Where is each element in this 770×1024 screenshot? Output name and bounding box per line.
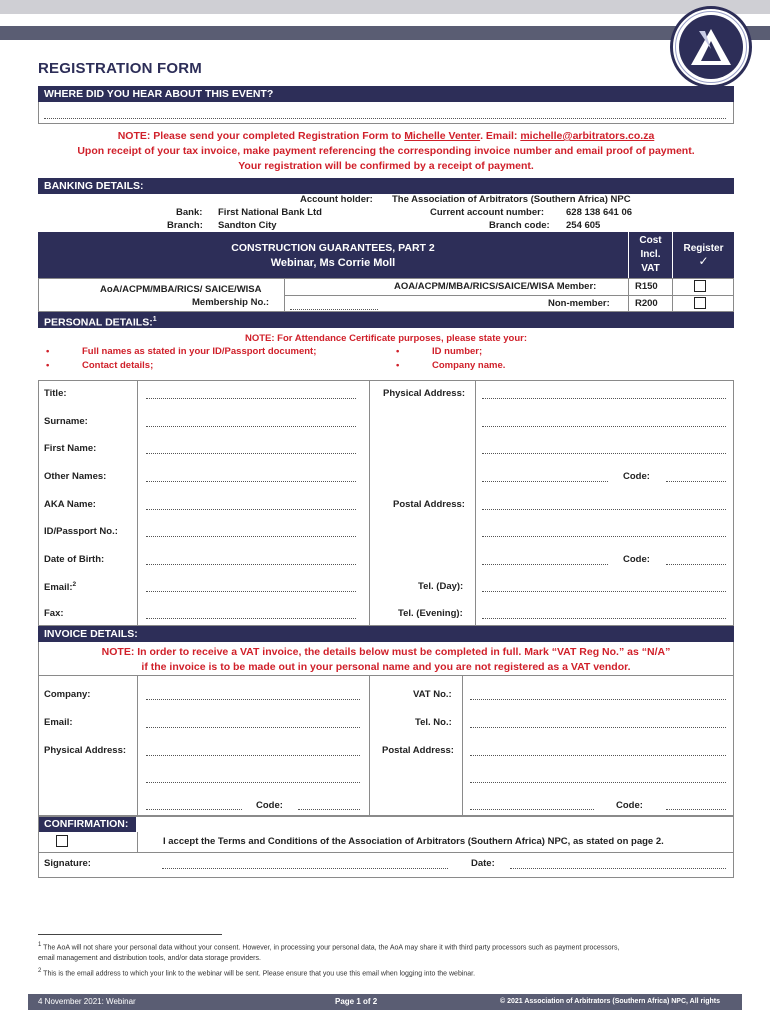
bullet-company: Company name. xyxy=(432,360,506,371)
physical-address-label: Physical Address: xyxy=(383,388,466,399)
register-header: Register ✓ xyxy=(672,232,734,278)
invoice-physical-label: Physical Address: xyxy=(44,745,127,756)
invoice-heading: INVOICE DETAILS: xyxy=(38,626,734,642)
banking-heading: BANKING DETAILS: xyxy=(38,178,734,194)
invoice-postal-input-3[interactable] xyxy=(470,809,594,810)
footer-copyright: © 2021 Association of Arbitrators (Southern Africa) NPC, All rights reserved xyxy=(500,998,720,1021)
invoice-physical-input-1[interactable] xyxy=(146,755,360,756)
physical-address-input-3[interactable] xyxy=(482,453,726,454)
nonmember-label: Non-member: xyxy=(548,298,610,309)
top-decor-bar-dark xyxy=(0,26,770,40)
invoice-physical-input-2[interactable] xyxy=(146,782,360,783)
bullet-contact: Contact details; xyxy=(82,360,154,371)
physical-address-input-4[interactable] xyxy=(482,481,608,482)
invoice-vat-input[interactable] xyxy=(470,699,726,700)
event-subtitle: Webinar, Ms Corrie Moll xyxy=(270,257,396,269)
dob-input[interactable] xyxy=(146,564,356,565)
tel-evening-label: Tel. (Evening): xyxy=(398,608,463,619)
first-name-input[interactable] xyxy=(146,453,356,454)
submission-note-line1: NOTE: Please send your completed Registration Form to Michelle Venter. Email: michelle@arbitrators.co.za xyxy=(117,130,655,142)
invoice-vat-label: VAT No.: xyxy=(413,689,452,700)
tel-day-label: Tel. (Day): xyxy=(418,581,464,592)
confirmation-heading: CONFIRMATION: xyxy=(38,816,136,832)
surname-label: Surname: xyxy=(44,416,88,427)
current-account-label: Current account number: xyxy=(430,207,545,218)
accept-terms-text: I accept the Terms and Conditions of the Association of Arbitrators (Southern Africa) NPC, as stated on page 2. xyxy=(163,836,664,847)
where-heard-input[interactable] xyxy=(44,118,726,119)
bank-label: Bank: xyxy=(176,207,203,218)
member-label: AOA/ACPM/MBA/RICS/SAICE/WISA Member: xyxy=(394,281,597,292)
invoice-code-right-input[interactable] xyxy=(666,809,726,810)
page-title: REGISTRATION FORM xyxy=(38,60,202,77)
where-heard-box xyxy=(38,102,734,124)
email-label: Email:$^2$ xyxy=(44,581,77,594)
branch-label: Branch: xyxy=(167,220,203,231)
accept-terms-checkbox[interactable] xyxy=(56,835,68,847)
tel-evening-input[interactable] xyxy=(482,618,726,619)
aka-name-label: AKA Name: xyxy=(44,499,96,510)
branch-value: Sandton City xyxy=(218,220,277,231)
event-title: CONSTRUCTION GUARANTEES, PART 2 xyxy=(231,242,435,254)
fax-label: Fax: xyxy=(44,608,64,619)
aka-name-input[interactable] xyxy=(146,509,356,510)
invoice-note-line1: NOTE: In order to receive a VAT invoice, the details below must be completed in full. Mark “VAT Reg No.” as “N/A” xyxy=(101,646,671,658)
account-holder-label: Account holder: xyxy=(300,194,373,205)
submission-note-line2: Upon receipt of your tax invoice, make payment referencing the corresponding invoice number and email proof of payment. xyxy=(77,145,695,157)
id-passport-input[interactable] xyxy=(146,536,356,537)
fax-input[interactable] xyxy=(146,618,356,619)
postal-code-input[interactable] xyxy=(666,564,726,565)
id-passport-label: ID/Passport No.: xyxy=(44,526,118,537)
physical-address-input-2[interactable] xyxy=(482,426,726,427)
date-input[interactable] xyxy=(510,868,726,869)
member-price: R150 xyxy=(635,281,658,292)
where-heard-heading: WHERE DID YOU HEAR ABOUT THIS EVENT? xyxy=(38,86,734,102)
other-names-label: Other Names: xyxy=(44,471,107,482)
invoice-tel-input[interactable] xyxy=(470,727,726,728)
branch-code-value: 254 605 xyxy=(566,220,601,231)
association-logo xyxy=(670,6,752,88)
invoice-physical-input-3[interactable] xyxy=(146,809,242,810)
footer-date: 4 November 2021: Webinar xyxy=(38,997,136,1006)
invoice-postal-input-1[interactable] xyxy=(470,755,726,756)
personal-details-frame xyxy=(38,380,734,626)
footer-bar xyxy=(28,994,742,1021)
contact-email-link[interactable]: michelle@arbitrators.co.za xyxy=(520,130,655,142)
signature-label: Signature: xyxy=(44,858,91,869)
tel-day-input[interactable] xyxy=(482,591,726,592)
email-input[interactable] xyxy=(146,591,356,592)
bullet-full-names: Full names as stated in your ID/Passport document; xyxy=(82,346,317,357)
invoice-note-line2: if the invoice is to be made out in your personal name and you are not registered as a VAT vendor. xyxy=(141,661,631,673)
logo-mark-icon xyxy=(689,27,733,67)
postal-address-input-2[interactable] xyxy=(482,536,726,537)
event-header xyxy=(38,232,628,278)
invoice-postal-input-2[interactable] xyxy=(470,782,726,783)
footnote-1: $^1$ The AoA will not share your personal data without your consent. However, in processing your personal data, the AoA may share it with third party processors such as payment processors, xyxy=(38,942,620,952)
invoice-email-label: Email: xyxy=(44,717,73,728)
postal-address-input-1[interactable] xyxy=(482,509,726,510)
invoice-postal-label: Postal Address: xyxy=(382,745,454,756)
membership-label-1: AoA/ACPM/MBA/RICS/ SAICE/WISA xyxy=(100,284,262,295)
date-label: Date: xyxy=(471,858,495,869)
first-name-label: First Name: xyxy=(44,443,97,454)
title-label: Title: xyxy=(44,388,67,399)
submission-note-line3: Your registration will be confirmed by a receipt of payment. xyxy=(238,160,534,172)
cost-header: Cost Incl. VAT xyxy=(628,232,672,278)
personal-heading: PERSONAL DETAILS:$^1$ xyxy=(38,312,734,328)
invoice-code-right-label: Code: xyxy=(616,800,643,811)
surname-input[interactable] xyxy=(146,426,356,427)
invoice-company-label: Company: xyxy=(44,689,91,700)
branch-code-label: Branch code: xyxy=(489,220,550,231)
contact-name-link[interactable]: Michelle Venter xyxy=(404,130,481,142)
title-input[interactable] xyxy=(146,398,356,399)
invoice-code-left-label: Code: xyxy=(256,800,283,811)
physical-address-input-1[interactable] xyxy=(482,398,726,399)
nonmember-checkbox[interactable] xyxy=(694,297,706,309)
postal-code-label: Code: xyxy=(623,554,650,565)
postal-address-label: Postal Address: xyxy=(393,499,465,510)
footer-page-number: Page 1 of 2 xyxy=(335,997,378,1006)
invoice-company-input[interactable] xyxy=(146,699,360,700)
member-checkbox[interactable] xyxy=(694,280,706,292)
invoice-email-input[interactable] xyxy=(146,727,360,728)
invoice-code-left-input[interactable] xyxy=(298,809,360,810)
dob-label: Date of Birth: xyxy=(44,554,105,565)
bank-value: First National Bank Ltd xyxy=(218,207,322,218)
other-names-input[interactable] xyxy=(146,481,356,482)
membership-label-2: Membership No.: xyxy=(192,297,270,308)
physical-code-input[interactable] xyxy=(666,481,726,482)
nonmember-price: R200 xyxy=(635,298,658,309)
signature-input[interactable] xyxy=(162,868,448,869)
footnote-2: $^2$ This is the email address to which your link to the webinar will be sent. Please ensure that you use this email when logging into the webinar. xyxy=(38,968,476,978)
physical-code-label: Code: xyxy=(623,471,650,482)
check-icon: ✓ xyxy=(698,254,709,268)
invoice-tel-label: Tel. No.: xyxy=(415,717,452,728)
account-holder-value: The Association of Arbitrators (Southern Africa) NPC xyxy=(392,194,631,205)
current-account-value: 628 138 641 06 xyxy=(566,207,633,218)
footnote-1-continued: email management and distribution tools, and/or data storage providers. xyxy=(38,955,261,962)
bullet-id-number: ID number; xyxy=(432,346,483,357)
postal-address-input-3[interactable] xyxy=(482,564,608,565)
top-decor-bar xyxy=(0,0,770,14)
membership-number-input[interactable] xyxy=(290,309,378,310)
attendance-note: NOTE: For Attendance Certificate purposes, please state your: xyxy=(244,333,528,344)
